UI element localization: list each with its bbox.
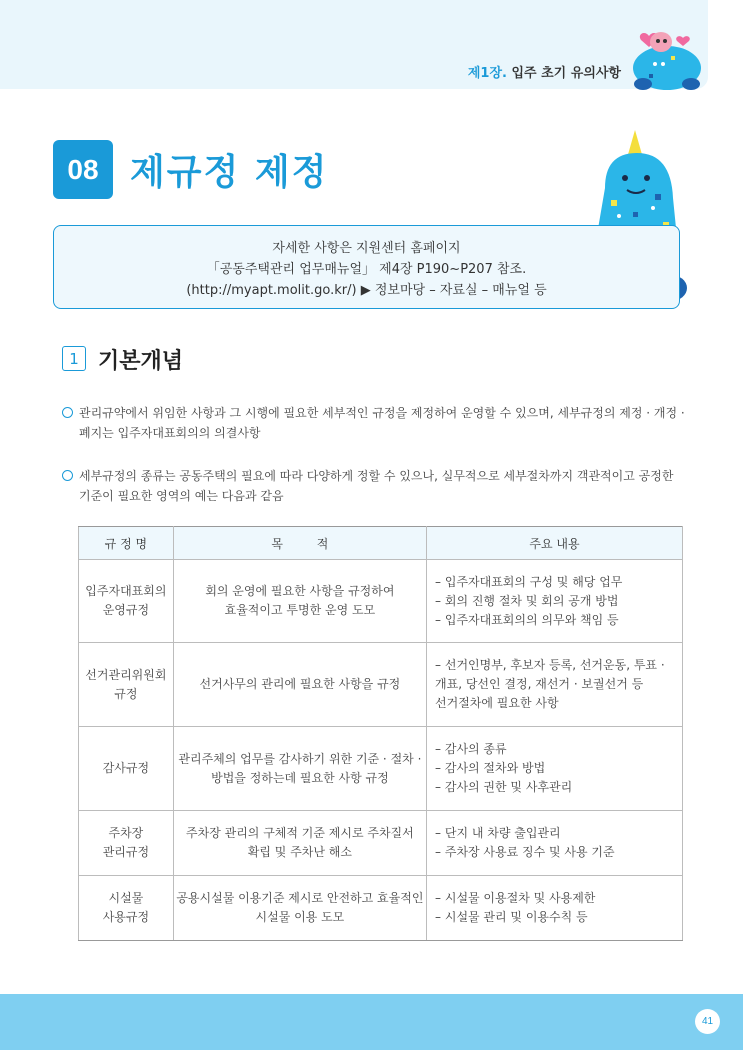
cell-main-content: [427, 876, 683, 941]
cell-line: 사용규정: [102, 910, 150, 924]
table-row: [79, 643, 683, 727]
reference-line-3: (http://myapt.molit.go.kr/) ▶ 정보마당 – 자료실 – 매뉴얼 등: [186, 283, 547, 298]
cell-line: 주차장: [108, 826, 144, 840]
header-purpose: 목 적: [173, 527, 426, 560]
cell-line: – 입주자대표회의의 의무와 책임 등: [435, 612, 619, 627]
mascot-small-icon: [625, 22, 711, 92]
table-row: [79, 727, 683, 811]
cell-line: – 회의 진행 절차 및 회의 공개 방법: [435, 593, 619, 608]
cell-line: 공용시설물 이용기준 제시로 안전하고 효율적인: [176, 891, 424, 905]
table-row: [79, 560, 683, 643]
cell-regulation-name: [79, 560, 174, 643]
cell-purpose: [173, 727, 426, 811]
header-main-content: 주요 내용: [427, 527, 683, 560]
cell-purpose: [173, 811, 426, 876]
bullet-item: [62, 466, 673, 506]
table-row: [79, 811, 683, 876]
subsection-number: 1: [62, 346, 86, 371]
table-row: [79, 876, 683, 941]
cell-line: 관리주체의 업무를 감사하기 위한 기준 · 절차 ·: [178, 751, 422, 766]
cell-line: 시설물: [108, 891, 144, 905]
subsection-title: 기본개념: [98, 349, 184, 374]
reference-box: [53, 225, 680, 309]
cell-purpose: [173, 560, 426, 643]
footer-band: [0, 994, 743, 1050]
page-number: 41: [695, 1009, 720, 1034]
bullet-text-line-2: 폐지는 입주자대표회의의 의결사항: [79, 426, 261, 440]
cell-line: – 단지 내 차량 출입관리: [435, 826, 561, 840]
reference-line-2: 「공동주택관리 업무매뉴얼」 제4장 P190~P207 참조.: [206, 262, 527, 277]
chapter-title: 입주 초기 유의사항: [506, 66, 621, 81]
bullet-circle-icon: [62, 407, 73, 418]
cell-purpose: [173, 643, 426, 727]
cell-line: 운영규정: [102, 603, 150, 617]
cell-line: – 감사의 절차와 방법: [435, 761, 546, 775]
chapter-heading: [468, 62, 621, 81]
bullet-text-line-1: 세부규정의 종류는 공동주택의 필요에 따라 다양하게 정할 수 있으나, 실무적으로 세부절차까지 객관적이고 공정한: [79, 469, 674, 483]
table-header-row: [79, 527, 683, 560]
cell-line: 시설물 이용 도모: [255, 910, 345, 924]
cell-regulation-name: [79, 727, 174, 811]
cell-line: 주차장 관리의 구체적 기준 제시로 주차질서: [186, 826, 414, 840]
cell-line: – 주차장 사용료 징수 및 사용 기준: [435, 845, 615, 859]
cell-line: – 감사의 종류: [435, 742, 507, 756]
section-number-badge: 08: [53, 140, 113, 199]
cell-line: 선거사무의 관리에 필요한 사항을 규정: [199, 677, 401, 691]
cell-main-content: [427, 727, 683, 811]
cell-line: – 입주자대표회의 구성 및 해당 업무: [435, 574, 623, 589]
cell-line: – 감사의 권한 및 사후관리: [435, 780, 573, 794]
cell-regulation-name: [79, 643, 174, 727]
cell-line: 개표, 당선인 결정, 재선거 · 보궐선거 등: [435, 677, 644, 691]
cell-main-content: [427, 560, 683, 643]
bullet-text-line-1: 관리규약에서 위임한 사항과 그 시행에 필요한 세부적인 규정을 제정하여 운영할 수 있으며, 세부규정의 제정 · 개정 ·: [79, 406, 685, 420]
cell-line: 선거관리위원회: [85, 667, 167, 682]
cell-main-content: [427, 811, 683, 876]
cell-line: 입주자대표회의: [85, 584, 167, 598]
cell-regulation-name: [79, 811, 174, 876]
section-title: 제규정 제정: [130, 152, 329, 193]
regulations-table: [78, 526, 683, 941]
reference-line-1: 자세한 사항은 지원센터 홈페이지: [272, 241, 461, 256]
cell-line: 관리규정: [102, 845, 150, 859]
cell-main-content: [427, 643, 683, 727]
cell-line: 회의 운영에 필요한 사항을 규정하여: [205, 584, 395, 598]
cell-line: 확립 및 주차난 해소: [247, 845, 352, 859]
cell-line: – 선거인명부, 후보자 등록, 선거운동, 투표 ·: [435, 658, 665, 672]
cell-line: – 시설물 이용절차 및 사용제한: [435, 891, 596, 905]
cell-purpose: [173, 876, 426, 941]
header-regulation-name: 규 정 명: [79, 527, 174, 560]
bullet-item: [62, 403, 685, 443]
cell-line: 감사규정: [102, 761, 150, 775]
cell-line: – 시설물 관리 및 이용수칙 등: [435, 910, 588, 924]
bullet-circle-icon: [62, 470, 73, 481]
chapter-number: 제1장.: [467, 66, 507, 81]
cell-line: 효율적이고 투명한 운영 도모: [224, 603, 376, 617]
cell-line: 방법을 정하는데 필요한 사항 규정: [211, 770, 389, 785]
cell-line: 선거절차에 필요한 사항: [435, 696, 559, 710]
cell-regulation-name: [79, 876, 174, 941]
bullet-text-line-2: 기준이 필요한 영역의 예는 다음과 같음: [79, 489, 284, 503]
cell-line: 규정: [114, 686, 138, 701]
